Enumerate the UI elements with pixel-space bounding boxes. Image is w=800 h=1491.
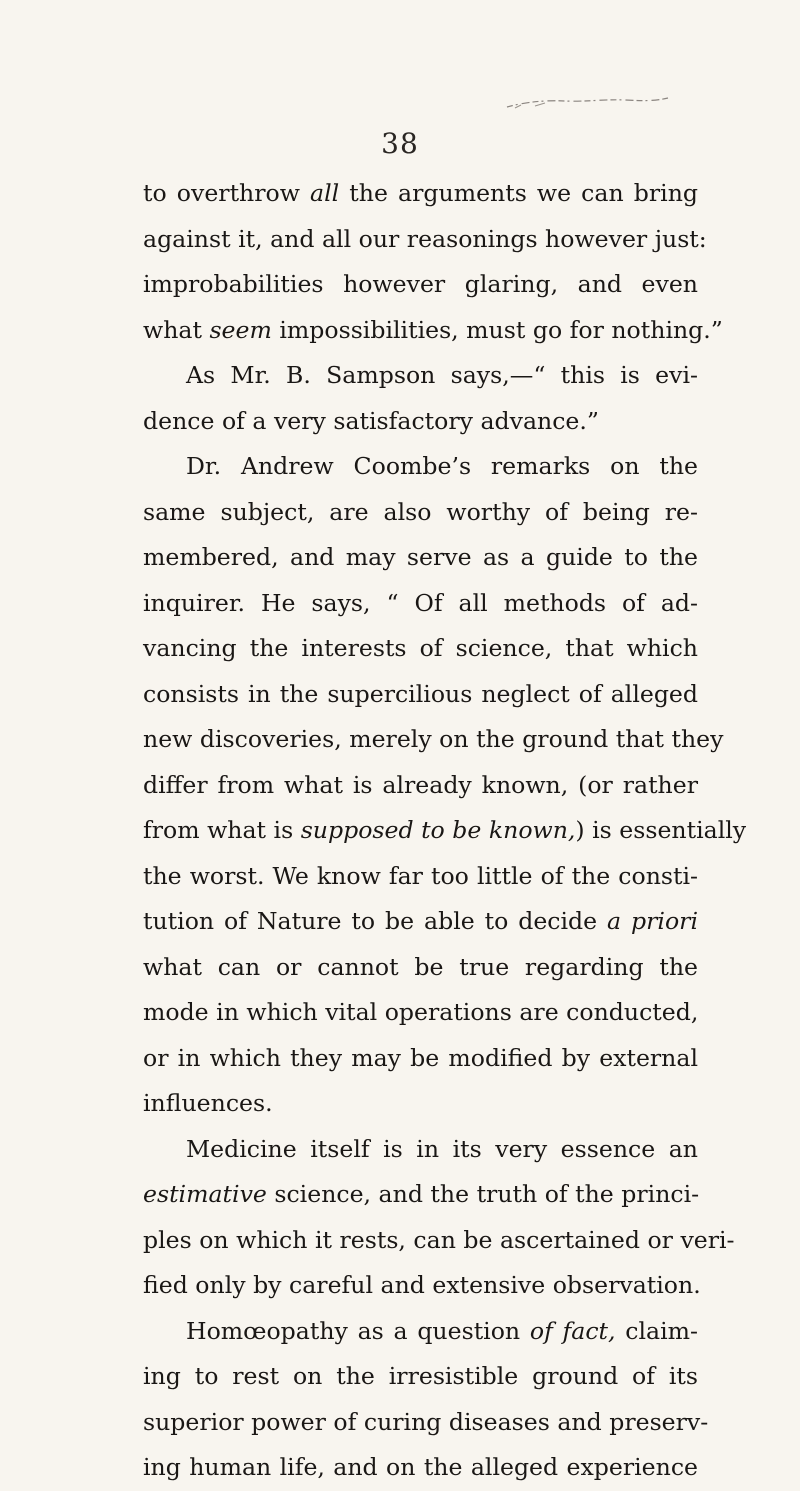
- text-line: ing human life, and on the alleged experience: [143, 1453, 698, 1481]
- text-line: to overthrow all the arguments we can bring: [143, 179, 698, 207]
- text-line: against it, and all our reasonings however just:: [143, 224, 707, 253]
- ink-smudge-mark: [505, 96, 670, 110]
- text-line: Dr. Andrew Coombe’s remarks on the: [186, 452, 698, 480]
- text-line: or in which they may be modified by external: [143, 1043, 698, 1072]
- text-line: improbabilities however glaring, and even: [143, 270, 698, 298]
- text-line: membered, and may serve as a guide to the: [143, 543, 698, 571]
- text-line: vancing the interests of science, that which: [143, 634, 698, 662]
- text-line: influences.: [143, 1089, 273, 1117]
- text-line: what seem impossibilities, must go for nothing.”: [143, 315, 723, 344]
- text-line: tution of Nature to be able to decide a priori: [143, 907, 698, 935]
- text-line: consists in the supercilious neglect of alleged: [143, 679, 698, 708]
- text-line: from what is supposed to be known,) is essentially: [143, 816, 747, 844]
- text-line: superior power of curing diseases and preserv-: [143, 1407, 709, 1436]
- text-line: same subject, are also worthy of being re-: [143, 497, 698, 526]
- page-number: 38: [381, 127, 419, 160]
- text-line: the worst. We know far too little of the consti-: [143, 861, 698, 890]
- text-line: dence of a very satisfactory advance.”: [143, 406, 599, 435]
- text-line: what can or cannot be true regarding the: [143, 952, 698, 981]
- text-line: estimative science, and the truth of the princi-: [143, 1180, 700, 1208]
- text-line: new discoveries, merely on the ground that they: [143, 725, 724, 753]
- text-line: ing to rest on the irresistible ground of its: [143, 1362, 698, 1390]
- text-line: ples on which it rests, can be ascertained or veri-: [143, 1225, 735, 1254]
- text-line: Homœopathy as a question of fact, claim-: [186, 1316, 698, 1345]
- text-line: inquirer. He says, “ Of all methods of ad-: [143, 588, 698, 617]
- text-line: fied only by careful and extensive observation.: [143, 1271, 701, 1299]
- text-line: Medicine itself is in its very essence an: [186, 1134, 698, 1163]
- text-line: mode in which vital operations are conducted,: [143, 998, 699, 1026]
- text-line: As Mr. B. Sampson says,—“ this is evi-: [186, 361, 698, 389]
- body-text: [143, 171, 747, 1491]
- text-line: differ from what is already known, (or rather: [143, 770, 698, 799]
